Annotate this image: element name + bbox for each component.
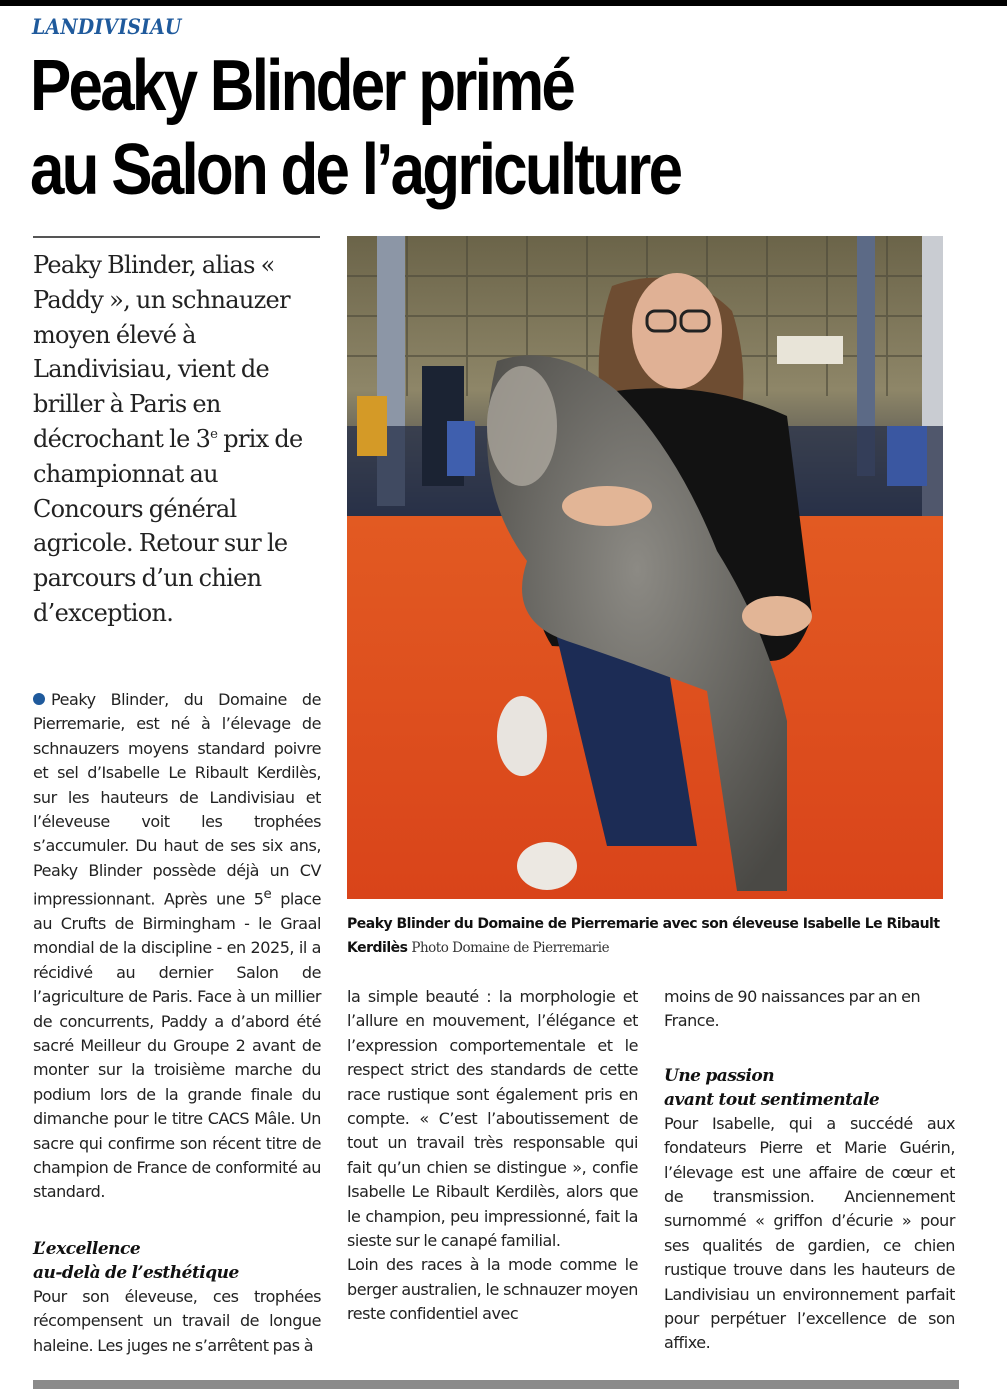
body-paragraph-2-start: Pour son éleveuse, ces trophées récompensent un travail de longue haleine. Les juges ne s’arrêtent pas à	[33, 1286, 321, 1355]
bottom-divider	[33, 1380, 959, 1389]
headline-line-2: au Salon de l’agriculture	[30, 130, 681, 210]
caption-text: Peaky Blinder du Domaine de Pierremarie avec son éleveuse Isabelle Le Ribault Kerdilès	[347, 916, 940, 956]
body-paragraph-2-cont: la simple beauté : la morphologie et l’allure en mouvement, l’élégance et l’expression comportementale et le respect strict des standards de cette race rustique sont également pris en compte. « C’est l’aboutissement de tout un travail très responsable qui fait qu’un chien se distingue », confie Isabelle Le Ribault Kerdilès, alors que le champion, peu impressionné, fait la sieste sur le canapé familial.	[347, 987, 638, 1251]
body-p1-superscript: e	[263, 887, 272, 903]
article-photo	[347, 236, 943, 899]
body-paragraph-4: Pour Isabelle, qui a succédé aux fondateurs Pierre et Marie Guérin, l’élevage est une affaire de cœur et de transmission. Anciennement surnommé « griffon d’écurie » pour ses qualités de gardien, ce chien rustique trouve dans les hauteurs de Landivisiau un environnement parfait pour perpétuer l’excellence de son affixe.	[664, 1113, 955, 1353]
article-column-1	[33, 688, 321, 1358]
body-p1-text-a: Peaky Blinder, du Domaine de Pierremarie, est né à l’élevage de schnauzers moyens standard poivre et sel d’Isabelle Le Ribault Kerdilès, sur les hauteurs de Landivisiau et l’éleveuse voit les trophées s’accumuler. Du haut de ses six ans, Peaky Blinder possède déjà un CV impressionnant. Après une 5	[33, 690, 321, 909]
bullet-dot-icon	[33, 693, 45, 705]
subheading-1-line-2: au-delà de l’esthétique	[33, 1262, 239, 1283]
body-p1-text-b: place au Crufts de Birmingham - le Graal mondial de la discipline - en 2025, il a récidivé au dernier Salon de l’agriculture de Paris. Face à un millier de concurrents, Paddy a d’abord été sacré Meilleur du Groupe 2 avant de monter sur la troisième marche du podium lors de la grande finale du dimanche pour le titre CACS Mâle. Un sacre qui confirme son récent titre de champion de France de conformité au standard.	[33, 889, 321, 1202]
lead-text-2: prix de championnat au Concours général agricole. Retour sur le parcours d’un chien d’exception.	[33, 424, 303, 627]
lead-divider	[33, 236, 320, 238]
article-column-3	[664, 985, 955, 1356]
subheading-passion	[664, 1064, 955, 1112]
lead-paragraph	[33, 248, 333, 631]
subheading-1-line-1: L’excellence	[33, 1238, 141, 1259]
subheading-excellence	[33, 1237, 321, 1285]
photo-illustration	[347, 236, 943, 899]
body-paragraph-3-cont: moins de 90 naissances par an en France.	[664, 987, 921, 1031]
headline-line-1: Peaky Blinder primé	[30, 46, 574, 126]
lead-text-1: Peaky Blinder, alias « Paddy », un schnauzer moyen élevé à Landivisiau, vient de briller à Paris en décrochant le 3	[33, 251, 290, 453]
article-column-2	[347, 985, 638, 1327]
photo-caption	[347, 912, 952, 960]
photo-credit: Photo Domaine de Pierremarie	[411, 940, 610, 956]
section-kicker: LANDIVISIAU	[32, 14, 182, 39]
lead-superscript: e	[210, 426, 218, 442]
top-border	[0, 0, 1007, 6]
subheading-2-line-1: Une passion	[664, 1065, 775, 1086]
body-paragraph-3-start: Loin des races à la mode comme le berger australien, le schnauzer moyen reste confidentiel avec	[347, 1255, 638, 1324]
body-paragraph-1	[33, 688, 321, 1205]
headline	[30, 44, 680, 212]
subheading-2-line-2: avant tout sentimentale	[664, 1089, 880, 1110]
